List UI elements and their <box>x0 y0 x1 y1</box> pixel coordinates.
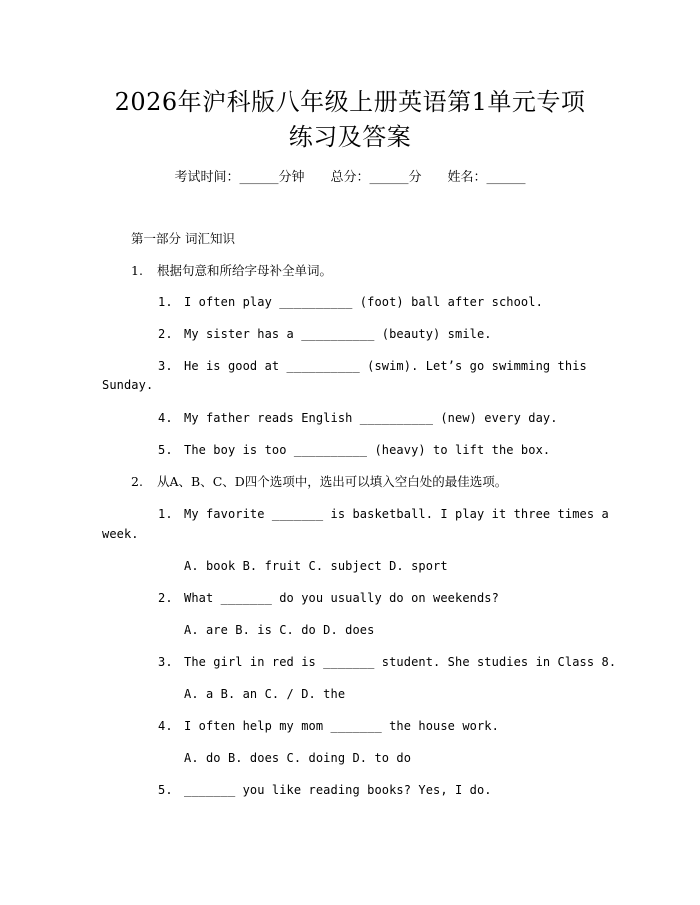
question-text: My favorite _______ is basketball. I play it three times a <box>184 507 609 521</box>
question-number: 1. <box>158 507 173 521</box>
document-title-line-2: 练习及答案 <box>288 123 412 151</box>
part-heading: 第一部分 词汇知识 <box>131 231 235 246</box>
question-text: I often play __________ (foot) ball after school. <box>184 295 543 309</box>
answer-options: A. are B. is C. do D. does <box>184 623 375 637</box>
answer-options: A. a B. an C. / D. the <box>184 687 346 701</box>
section-number: 2. <box>131 474 143 489</box>
question-number: 3. <box>158 359 173 373</box>
question-number: 2. <box>158 327 173 341</box>
question-number: 2. <box>158 591 173 605</box>
exam-name: 姓名：______ <box>447 170 526 185</box>
question-text: The girl in red is _______ student. She studies in Class 8. <box>184 655 617 669</box>
answer-options: A. do B. does C. doing D. to do <box>184 751 412 765</box>
answer-options: A. book B. fruit C. subject D. sport <box>184 559 448 573</box>
question-text: _______ you like reading books? Yes, I do. <box>184 783 492 797</box>
exam-meta <box>0 168 700 188</box>
question-text-continuation: week. <box>102 527 139 541</box>
question-text-continuation: Sunday. <box>102 378 154 392</box>
question-text: My father reads English __________ (new) every day. <box>184 411 558 425</box>
question-number: 4. <box>158 411 173 425</box>
document-title-line-1: 2026年沪科版八年级上册英语第1单元专项 <box>114 88 586 116</box>
section-instruction: 根据句意和所给字母补全单词。 <box>157 263 333 278</box>
question-number: 5. <box>158 783 173 797</box>
question-text: I often help my mom _______ the house work. <box>184 719 499 733</box>
exam-score: 总分：______分 <box>330 170 422 185</box>
question-text: He is good at __________ (swim). Let’s go swimming this <box>184 359 587 373</box>
question-number: 4. <box>158 719 173 733</box>
exam-time: 考试时间：______分钟 <box>174 170 305 185</box>
question-text: My sister has a __________ (beauty) smile. <box>184 327 492 341</box>
question-text: What _______ do you usually do on weekends? <box>184 591 499 605</box>
question-text: The boy is too __________ (heavy) to lift the box. <box>184 443 551 457</box>
question-number: 3. <box>158 655 173 669</box>
question-number: 1. <box>158 295 173 309</box>
question-number: 5. <box>158 443 173 457</box>
section-number: 1. <box>131 263 143 278</box>
section-instruction: 从A、B、C、D四个选项中，选出可以填入空白处的最佳选项。 <box>157 474 508 489</box>
